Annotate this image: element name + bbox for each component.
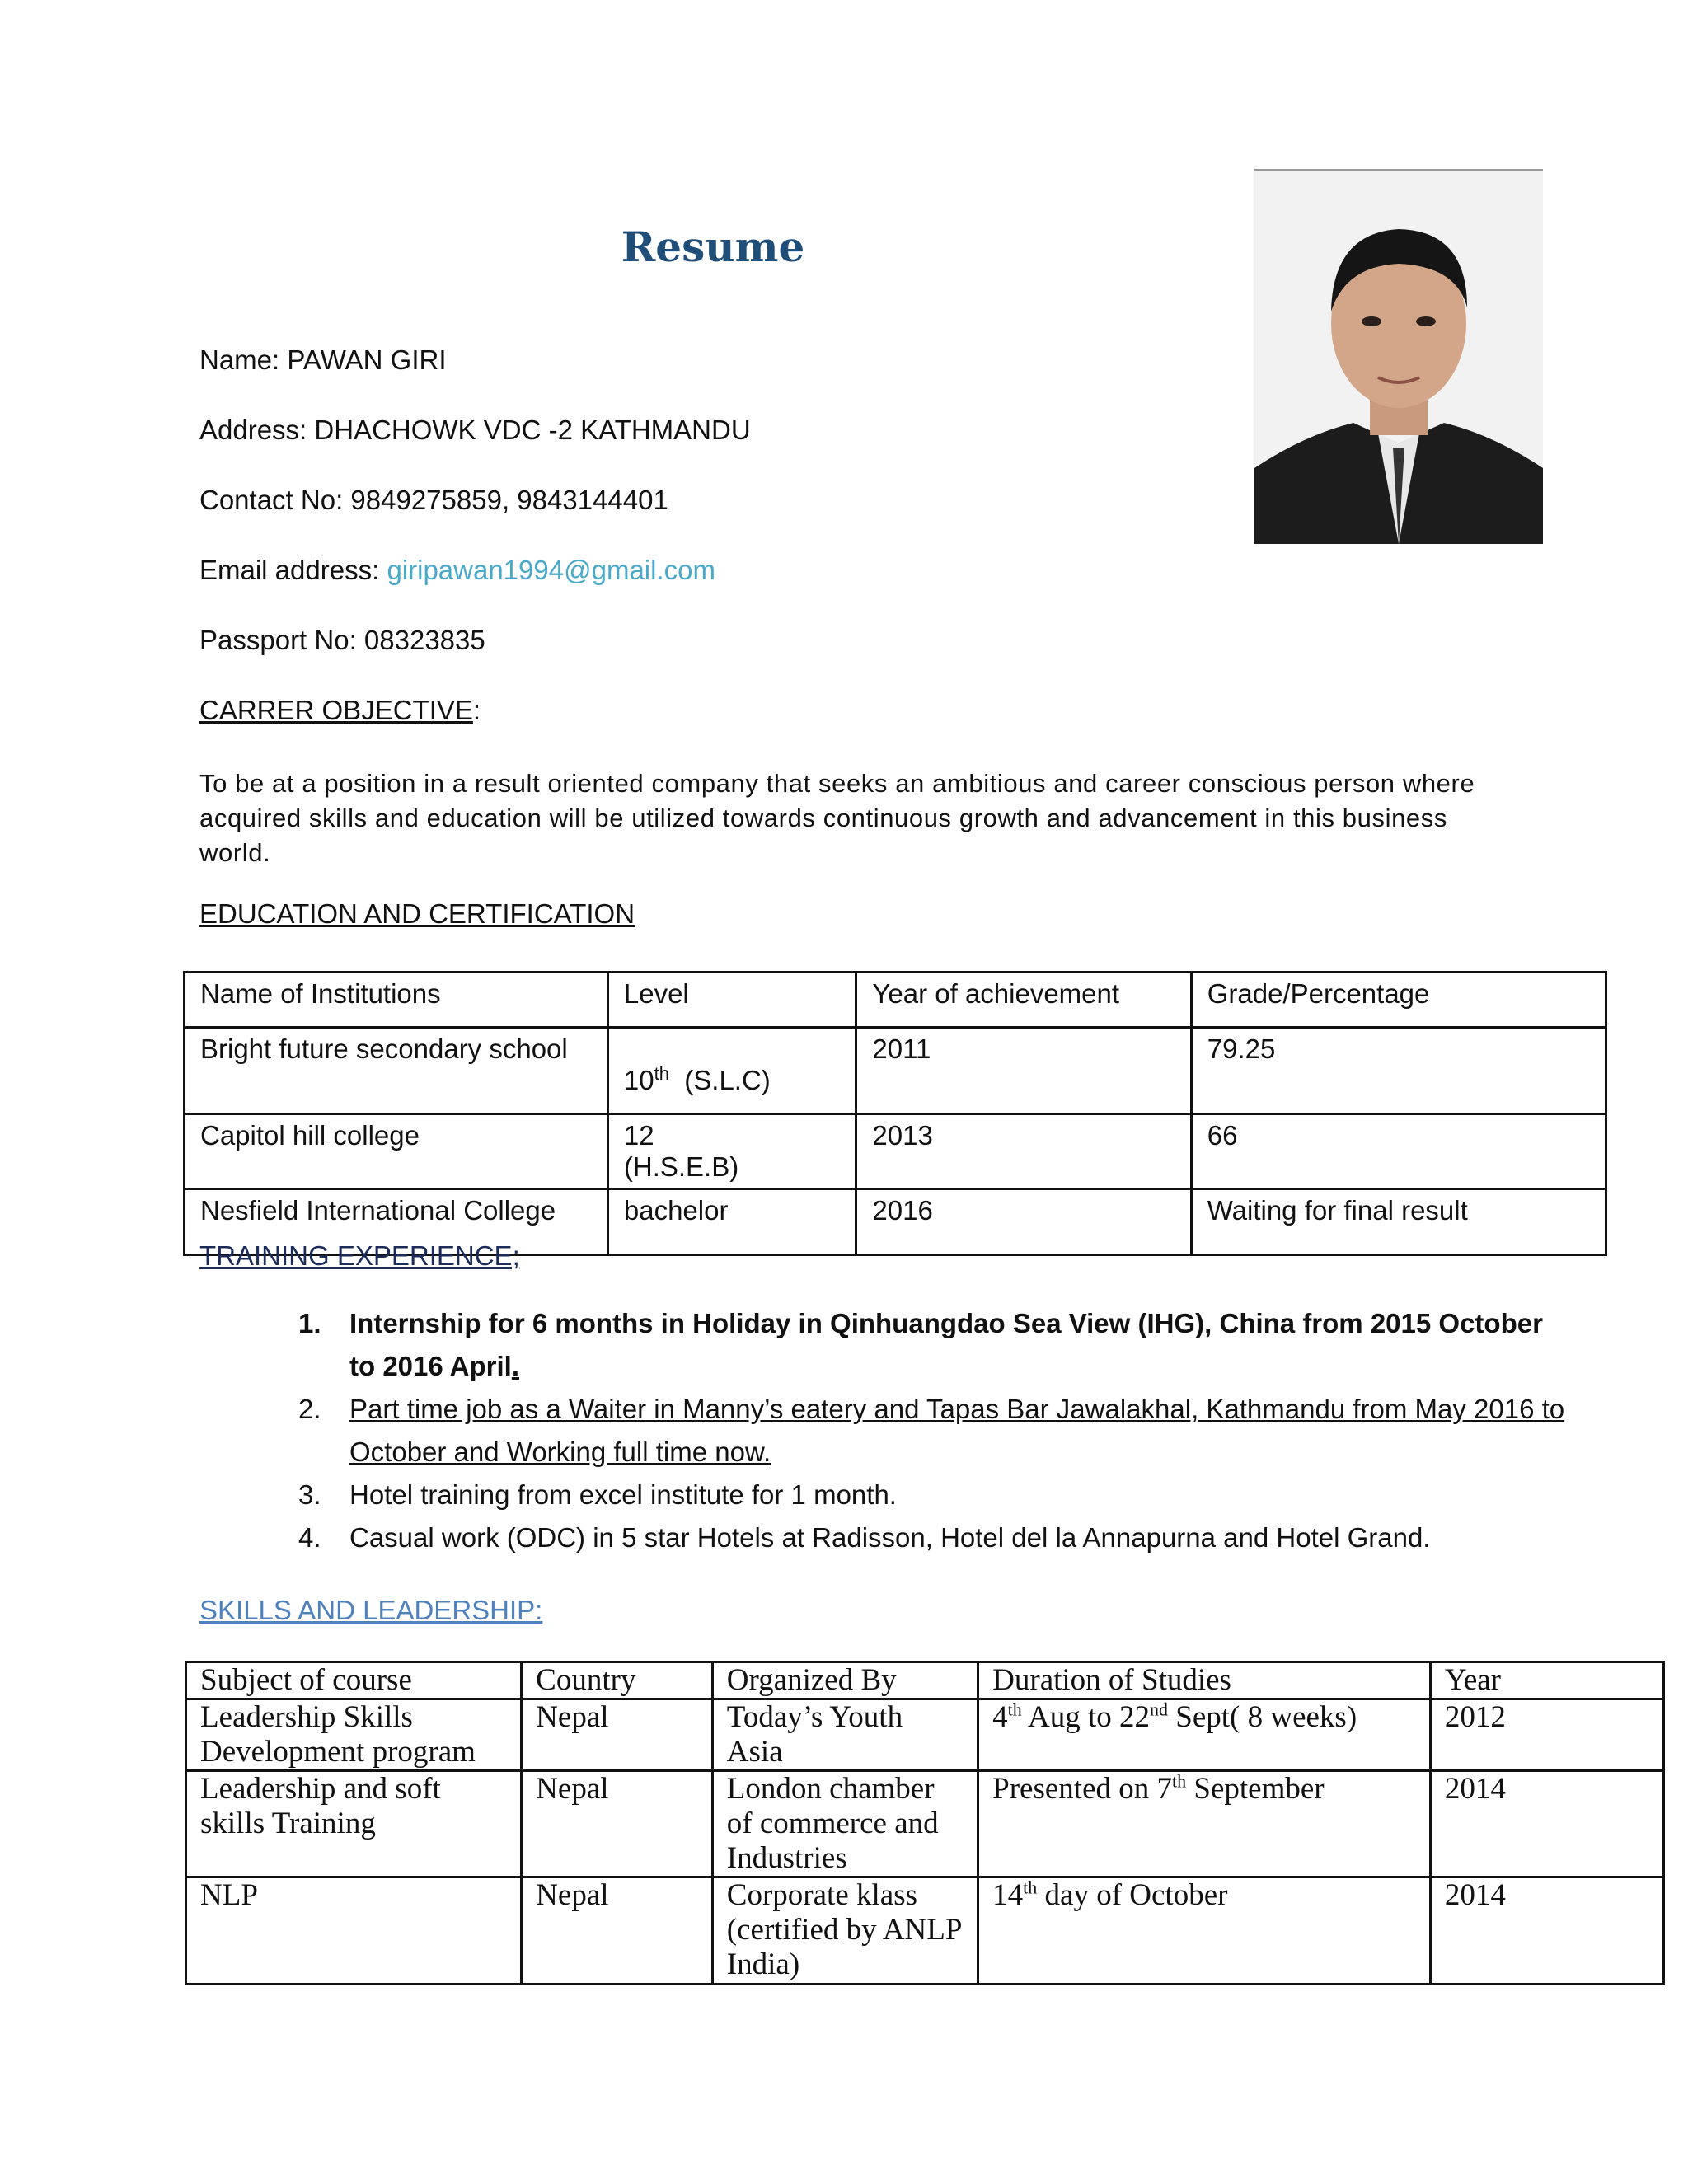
- skills-country: Nepal: [522, 1699, 713, 1771]
- contact-value: 9849275859, 9843144401: [350, 485, 668, 515]
- objective-heading-line: [199, 695, 481, 726]
- edu-level: [607, 1114, 856, 1189]
- name-line: [199, 344, 447, 376]
- skills-duration: [978, 1699, 1431, 1771]
- edu-grade: Waiting for final result: [1191, 1189, 1606, 1255]
- address-label: Address:: [199, 415, 315, 445]
- table-row: [185, 1114, 1606, 1189]
- skills-year: 2012: [1430, 1699, 1663, 1771]
- training-list: [298, 1302, 1576, 1559]
- skills-subject: Leadership Skills Development program: [186, 1699, 522, 1771]
- edu-institution: Bright future secondary school: [185, 1028, 608, 1114]
- edu-institution: Capitol hill college: [185, 1114, 608, 1189]
- email-line: [199, 555, 715, 586]
- edu-year: 2013: [856, 1114, 1191, 1189]
- edu-header-grade: Grade/Percentage: [1191, 972, 1606, 1028]
- skills-year: 2014: [1430, 1771, 1663, 1877]
- contact-line: [199, 485, 668, 516]
- page-title: Resume: [621, 223, 805, 271]
- duration-part: Sept( 8 weeks): [1168, 1700, 1357, 1734]
- edu-institution: Nesfield International College: [185, 1189, 608, 1255]
- education-table: [183, 971, 1607, 1256]
- name-value: PAWAN GIRI: [287, 344, 447, 375]
- training-text: Internship for 6 months in Holiday in Qinhuangdao Sea View (IHG), China from 2015 October to 2016 April: [349, 1308, 1543, 1381]
- skills-header-row: [186, 1662, 1664, 1699]
- skills-table: [185, 1661, 1665, 1985]
- email-link[interactable]: giripawan1994@gmail.com: [387, 555, 715, 585]
- edu-header-year: Year of achievement: [856, 972, 1191, 1028]
- training-heading: TRAINING EXPERIENCE;: [199, 1240, 520, 1271]
- duration-part: 14: [992, 1878, 1024, 1912]
- passport-value: 08323835: [363, 625, 485, 655]
- skills-header-year: Year: [1430, 1662, 1663, 1699]
- contact-label: Contact No:: [199, 485, 351, 515]
- edu-year: 2016: [856, 1189, 1191, 1255]
- education-heading: EDUCATION AND CERTIFICATION: [199, 898, 635, 929]
- skills-header-country: Country: [522, 1662, 713, 1699]
- list-item: [298, 1388, 1576, 1474]
- duration-part: Aug to 22: [1021, 1700, 1150, 1734]
- edu-level-main: 12: [623, 1120, 654, 1151]
- training-text: Casual work (ODC) in 5 star Hotels at Radisson, Hotel del la Annapurna and Hotel Grand.: [349, 1522, 1431, 1553]
- skills-duration: [978, 1877, 1431, 1985]
- edu-level: bachelor: [607, 1189, 856, 1255]
- address-line: [199, 415, 751, 446]
- edu-year: 2011: [856, 1028, 1191, 1114]
- edu-header-institution: Name of Institutions: [185, 972, 608, 1028]
- edu-level-main: 10: [623, 1065, 654, 1095]
- duration-part: September: [1186, 1772, 1325, 1806]
- skills-heading: SKILLS AND LEADERSHIP:: [199, 1595, 543, 1625]
- objective-heading-suffix: :: [472, 695, 481, 725]
- skills-year: 2014: [1430, 1877, 1663, 1985]
- skills-country: Nepal: [522, 1877, 713, 1985]
- email-label: Email address:: [199, 555, 387, 585]
- list-number: 1.: [298, 1308, 321, 1338]
- education-header-row: [185, 972, 1606, 1028]
- training-text: Part time job as a Waiter in Manny’s eatery and Tapas Bar Jawalakhal, Kathmandu from May 2016 to October and Working full time now.: [349, 1394, 1565, 1467]
- edu-level-sup: th: [654, 1063, 669, 1084]
- skills-country: Nepal: [522, 1771, 713, 1877]
- training-text: Hotel training from excel institute for 1 month.: [349, 1479, 897, 1510]
- passport-label: Passport No:: [199, 625, 364, 655]
- duration-part: day of October: [1037, 1878, 1228, 1912]
- duration-sup: th: [1007, 1699, 1022, 1720]
- list-item: [298, 1302, 1576, 1388]
- profile-photo: [1254, 169, 1543, 544]
- edu-grade: 79.25: [1191, 1028, 1606, 1114]
- skills-organizer: Today’s Youth Asia: [712, 1699, 978, 1771]
- skills-header-organizer: Organized By: [712, 1662, 978, 1699]
- duration-part: Presented on 7: [992, 1772, 1173, 1806]
- list-number: 3.: [298, 1479, 321, 1510]
- table-row: [186, 1699, 1664, 1771]
- table-row: [186, 1771, 1664, 1877]
- list-number: 2.: [298, 1394, 321, 1424]
- duration-sup: th: [1023, 1877, 1038, 1898]
- skills-organizer: Corporate klass (certified by ANLP India): [712, 1877, 978, 1985]
- name-label: Name:: [199, 344, 288, 375]
- passport-line: [199, 625, 485, 656]
- table-row: [186, 1877, 1664, 1985]
- duration-sup: th: [1172, 1770, 1187, 1792]
- objective-heading: CARRER OBJECTIVE: [199, 695, 473, 725]
- duration-part: 4: [992, 1700, 1008, 1734]
- skills-duration: [978, 1771, 1431, 1877]
- edu-level: [607, 1028, 856, 1114]
- training-suffix: .: [511, 1351, 520, 1381]
- edu-level-rest: (H.S.E.B): [623, 1151, 739, 1182]
- address-value: DHACHOWK VDC -2 KATHMANDU: [314, 415, 751, 445]
- list-item: [298, 1474, 1576, 1516]
- table-row: [185, 1028, 1606, 1114]
- skills-header-duration: Duration of Studies: [978, 1662, 1431, 1699]
- list-number: 4.: [298, 1522, 321, 1553]
- objective-text: To be at a position in a result oriented company that seeks an ambitious and career conscious person where acquired skills and education will be utilized towards continuous growth and advancement in this business world.: [199, 769, 1475, 867]
- skills-organizer: London chamber of commerce and Industries: [712, 1771, 978, 1877]
- edu-header-level: Level: [607, 972, 856, 1028]
- edu-grade: 66: [1191, 1114, 1606, 1189]
- edu-level-rest: (S.L.C): [668, 1065, 771, 1095]
- skills-subject: NLP: [186, 1877, 522, 1985]
- skills-subject: Leadership and soft skills Training: [186, 1771, 522, 1877]
- duration-sup: nd: [1150, 1699, 1168, 1720]
- skills-header-subject: Subject of course: [186, 1662, 522, 1699]
- list-item: [298, 1516, 1576, 1559]
